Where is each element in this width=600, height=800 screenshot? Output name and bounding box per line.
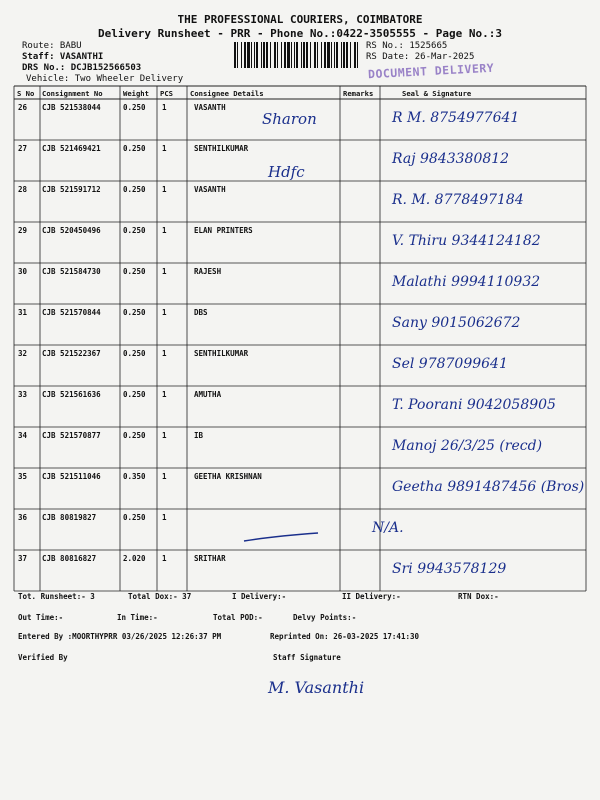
route: Route: BABU [22,41,82,51]
cell-pcs: 1 [162,390,167,399]
staff-signature-ink: M. Vasanthi [268,678,365,697]
cell-pcs: 1 [162,349,167,358]
tot-runsheet: Tot. Runsheet:- 3 [18,592,95,601]
cell-sno: 26 [18,103,28,112]
recipient-signature: Malathi 9994110932 [392,274,541,290]
cell-consignment: CJB 521570877 [42,431,101,440]
runsheet-subtitle: Delivery Runsheet - PRR - Phone No.:0422-3505555 - Page No.:3 [98,27,502,40]
cell-consignee: RAJESH [194,267,222,276]
cell-consignee: VASANTH [194,185,226,194]
cell-consignment: CJB 520450496 [42,226,101,235]
cell-weight: 0.250 [123,267,146,276]
i-delivery: I Delivery:- [232,592,287,601]
cell-sno: 34 [18,431,28,440]
total-dox: Total Dox:- 37 [128,592,192,601]
staff-signature-label: Staff Signature [273,653,341,662]
recipient-signature: Sany 9015062672 [392,315,521,331]
cell-sno: 28 [18,185,28,194]
cell-sno: 29 [18,226,28,235]
cell-weight: 0.250 [123,144,146,153]
cell-pcs: 1 [162,267,167,276]
cell-weight: 0.250 [123,390,146,399]
handwritten-note: Sharon [262,110,317,128]
cell-consignment: CJB 521469421 [42,144,101,153]
col-weight: Weight [123,89,149,98]
cell-consignment: CJB 521511046 [42,472,101,481]
cell-sno: 35 [18,472,28,481]
cell-consignment: CJB 521584730 [42,267,101,276]
drs-number: DRS No.: DCJB152566503 [22,63,142,73]
cell-sno: 36 [18,513,28,522]
vehicle: Vehicle: Two Wheeler Delivery [26,74,184,84]
cell-weight: 0.350 [123,472,146,481]
recipient-signature: Sel 9787099641 [392,356,508,372]
cell-consignment: CJB 521570844 [42,308,101,317]
recipient-signature: N/A. [372,520,404,536]
cell-pcs: 1 [162,103,167,112]
verified-by: Verified By [18,653,68,662]
col-pcs: PCS [160,89,173,98]
cell-weight: 2.020 [123,554,146,563]
cell-consignment: CJB 521561636 [42,390,101,399]
cell-consignee: SRITHAR [194,554,226,563]
cell-weight: 0.250 [123,513,146,522]
cell-weight: 0.250 [123,185,146,194]
cell-consignee: ELAN PRINTERS [194,226,253,235]
recipient-signature: Manoj 26/3/25 (recd) [392,438,543,454]
cell-pcs: 1 [162,513,167,522]
cell-consignee: DBS [194,308,208,317]
cell-pcs: 1 [162,554,167,563]
cell-weight: 0.250 [123,431,146,440]
in-time: In Time:- [117,613,158,622]
staff: Staff: VASANTHI [22,52,104,62]
recipient-signature: V. Thiru 9344124182 [392,233,541,249]
company-name: THE PROFESSIONAL COURIERS, COIMBATORE [177,13,423,26]
cell-sno: 31 [18,308,28,317]
recipient-signature: Raj 9843380812 [392,151,510,167]
delivery-points: Delvy Points:- [293,613,357,622]
recipient-signature: R. M. 8778497184 [392,192,524,208]
col-remarks: Remarks [343,89,374,98]
recipient-signature: Sri 9943578129 [392,561,507,577]
rs-number: RS No.: 1525665 [366,41,448,51]
ii-delivery: II Delivery:- [342,592,401,601]
cell-consignee: GEETHA KRISHNAN [194,472,262,481]
cell-sno: 37 [18,554,28,563]
cell-pcs: 1 [162,185,167,194]
document-delivery-stamp: DOCUMENT DELIVERY [367,60,495,82]
cell-weight: 0.250 [123,226,146,235]
col-sno: S No [17,89,35,98]
cell-consignment: CJB 80816827 [42,554,97,563]
cell-consignee: IB [194,431,204,440]
col-consignee: Consignee Details [190,89,264,98]
rs-date: RS Date: 26-Mar-2025 [366,52,475,62]
cell-consignee: SENTHILKUMAR [194,144,249,153]
cell-pcs: 1 [162,144,167,153]
cell-weight: 0.250 [123,308,146,317]
recipient-signature: T. Poorani 9042058905 [392,397,556,413]
handwritten-note: Hdfc [268,163,305,181]
col-signature: Seal & Signature [402,89,472,98]
cell-weight: 0.250 [123,103,146,112]
cell-sno: 33 [18,390,28,399]
cell-weight: 0.250 [123,349,146,358]
cell-consignment: CJB 521591712 [42,185,101,194]
cell-consignee: SENTHILKUMAR [194,349,249,358]
cell-sno: 27 [18,144,28,153]
out-time: Out Time:- [18,613,64,622]
col-consignment: Consignment No [42,89,103,98]
cell-consignee: VASANTH [194,103,226,112]
cell-consignment: CJB 80819827 [42,513,97,522]
cell-pcs: 1 [162,472,167,481]
cell-pcs: 1 [162,226,167,235]
cell-pcs: 1 [162,308,167,317]
reprinted-on: Reprinted On: 26-03-2025 17:41:30 [270,632,420,641]
entered-by: Entered By :MOORTHYPRR 03/26/2025 12:26:37 PM [18,632,222,641]
cell-pcs: 1 [162,431,167,440]
cell-sno: 32 [18,349,28,358]
total-pod: Total POD:- [213,613,263,622]
cell-sno: 30 [18,267,28,276]
cell-consignee: AMUTHA [194,390,222,399]
rtn-dox: RTN Dox:- [458,592,499,601]
cell-consignment: CJB 521522367 [42,349,101,358]
cell-consignment: CJB 521538044 [42,103,101,112]
recipient-signature: Geetha 9891487456 (Bros) [392,479,585,495]
recipient-signature: R M. 8754977641 [392,110,520,126]
